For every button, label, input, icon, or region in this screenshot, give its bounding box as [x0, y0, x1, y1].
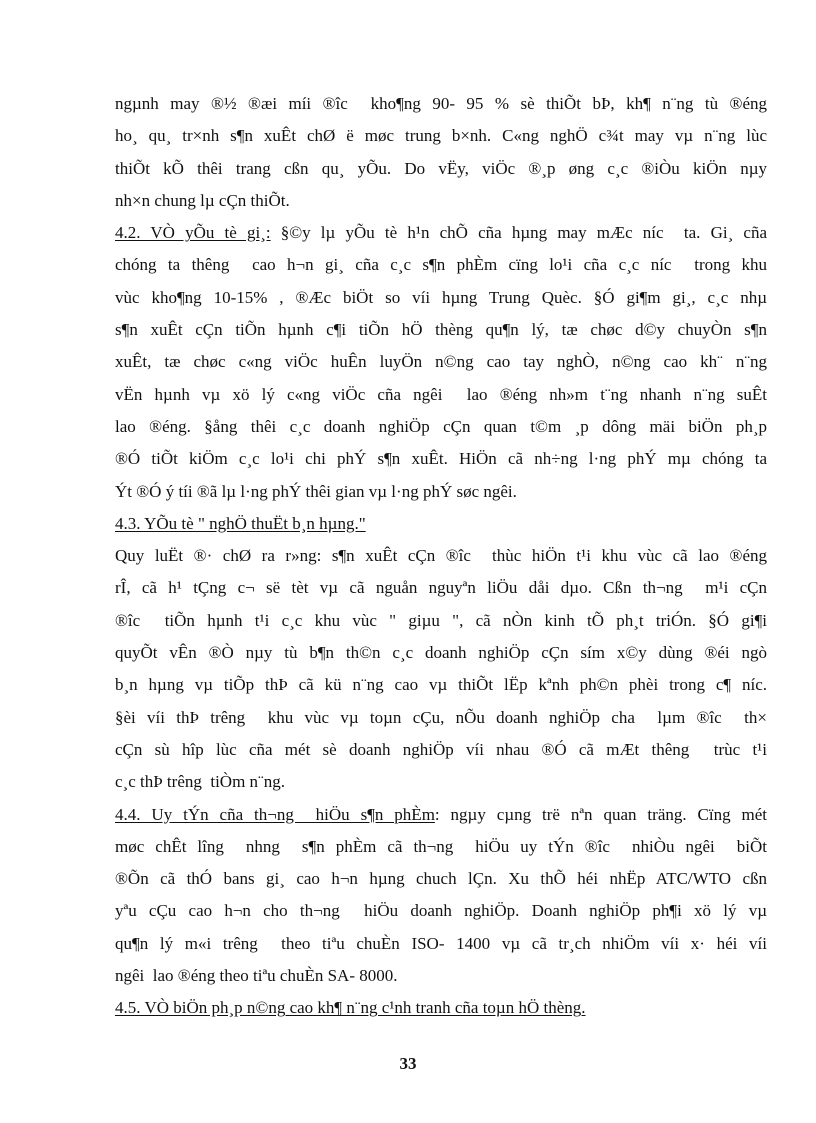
body-text-line: møc chÊt lîng nhng s¶n phÈm cã th¬ng hiÖu uy tÝn ®îc nhiÒu ngêi biÕt — [115, 836, 767, 856]
heading-continuation-text: §©y lµ yÕu tè h¹n chÕ cña hµng may mÆc níc ta. Gi¸ cña — [270, 223, 767, 243]
document-page — [115, 88, 767, 1025]
section-heading-line — [115, 799, 767, 831]
body-text-line: yªu cÇu cao h¬n cho th¬ng hiÖu doanh nghiÖp. Doanh nghiÖp ph¶i xö lý vµ — [115, 901, 767, 921]
body-text-line: qu¶n lý m«i trêng theo tiªu chuÈn ISO- 1400 vµ cã tr¸ch nhiÖm víi x· héi víi — [115, 933, 767, 953]
page-number: 33 — [399, 1054, 417, 1073]
body-text-line: ®Ó tiÕt kiÖm c¸c lo¹i chi phÝ s¶n xuÊt. HiÖn cã nh÷ng l·ng phÝ mµ chóng ta — [115, 449, 767, 469]
body-text-line: cÇn sù hîp lùc cña mét sè doanh nghiÖp víi nhau ®Ó cã mÆt thêng trùc t¹i — [115, 739, 767, 759]
body-text-line: nh×n chung lµ cÇn thiÕt. — [115, 190, 290, 210]
body-text-line: ho¸ qu¸ tr×nh s¶n xuÊt chØ ë møc trung b×nh. C«ng nghÖ c¾t may vµ n¨ng lùc — [115, 126, 767, 146]
body-text-line: xuÊt, tæ chøc c«ng viÖc huÊn luyÖn n©ng cao tay nghÒ, n©ng cao kh¨ n¨ng — [115, 352, 767, 372]
body-text-line: thiÕt kÕ thêi trang cßn qu¸ yÕu. Do vËy, viÖc ®¸p øng c¸c ®iÒu kiÖn nµy — [115, 158, 767, 178]
body-text-line: ngêi lao ®éng theo tiªu chuÈn SA- 8000. — [115, 966, 398, 986]
body-text-line: s¶n xuÊt cÇn tiÕn hµnh c¶i tiÕn hÖ thèng qu¶n lý, tæ chøc d©y chuyÒn s¶n — [115, 320, 767, 340]
section-heading-line — [115, 508, 767, 540]
body-text-line: §èi víi thÞ trêng khu vùc vµ toµn cÇu, nÕu doanh nghiÖp cha lµm ®îc th× — [115, 707, 767, 727]
body-text-line: ngµnh may ®½ ®æi míi ®îc kho¶ng 90- 95 % sè thiÕt bÞ, kh¶ n¨ng tù ®éng — [115, 94, 767, 113]
body-text-line: vËn hµnh vµ xö lý c«ng viÖc cña ngêi lao ®éng nh»m t¨ng nhanh n¨ng suÊt — [115, 384, 767, 404]
body-text-line: chóng ta thêng cao h¬n gi¸ cña c¸c s¶n phÈm cïng lo¹i cña c¸c níc trong khu — [115, 255, 767, 275]
body-text-line: quyÕt vÊn ®Ò nµy tù b¶n th©n c¸c doanh nghiÖp cÇn sím x©y dùng ®éi ngò — [115, 643, 767, 663]
body-text-line: b¸n hµng vµ tiÕp thÞ cã kü n¨ng cao vµ thiÕt lËp kªnh ph©n phèi trong c¶ níc. — [115, 675, 767, 695]
body-text-line: ®Õn cã thÓ bans gi¸ cao h¬n hµng chuch lÇn. Xu thÕ héi nhËp ATC/WTO cßn — [115, 869, 767, 889]
section-heading: 4.3. YÕu tè " nghÖ thuËt b¸n hµng." — [115, 513, 366, 533]
section-heading: 4.2. VÒ yÕu tè gi¸: — [115, 223, 271, 243]
section-heading: 4.5. VÒ biÖn ph¸p n©ng cao kh¶ n¨ng c¹nh tranh cña toµn hÖ thèng. — [115, 998, 586, 1018]
body-text-line: Ýt ®Ó ý tíi ®ã lµ l·ng phÝ thêi gian vµ l·ng phÝ søc ngêi. — [115, 481, 517, 501]
section-heading: 4.4. Uy tÝn cña th¬ng hiÖu s¶n phÈm — [115, 804, 435, 824]
section-heading-line — [115, 992, 767, 1024]
body-text-line: rÎ, cã h¹ tÇng c¬ së tèt vµ cã nguån nguyªn liÖu dåi dµo. Cßn th¬ng m¹i cÇn — [115, 578, 767, 598]
heading-continuation-text: : ngµy cµng trë nªn quan träng. Cïng mét — [434, 804, 767, 824]
section-heading-line — [115, 217, 767, 249]
body-text-line: vùc kho¶ng 10-15% , ®Æc biÖt so víi hµng Trung Quèc. §Ó gi¶m gi¸, c¸c nhµ — [115, 287, 767, 307]
body-text-line: ®îc tiÕn hµnh t¹i c¸c khu vùc " giµu ", cã nÒn kinh tÕ ph¸t triÓn. §Ó gi¶i — [115, 610, 767, 630]
body-text-line: lao ®éng. §ång thêi c¸c doanh nghiÖp cÇn quan t©m ¸p dông mäi biÖn ph¸p — [115, 416, 767, 436]
body-text-line: Quy luËt ®· chØ ra r»ng: s¶n xuÊt cÇn ®îc thùc hiÖn t¹i khu vùc cã lao ®éng — [115, 546, 767, 566]
body-text-line: c¸c thÞ trêng tiÒm n¨ng. — [115, 772, 285, 792]
